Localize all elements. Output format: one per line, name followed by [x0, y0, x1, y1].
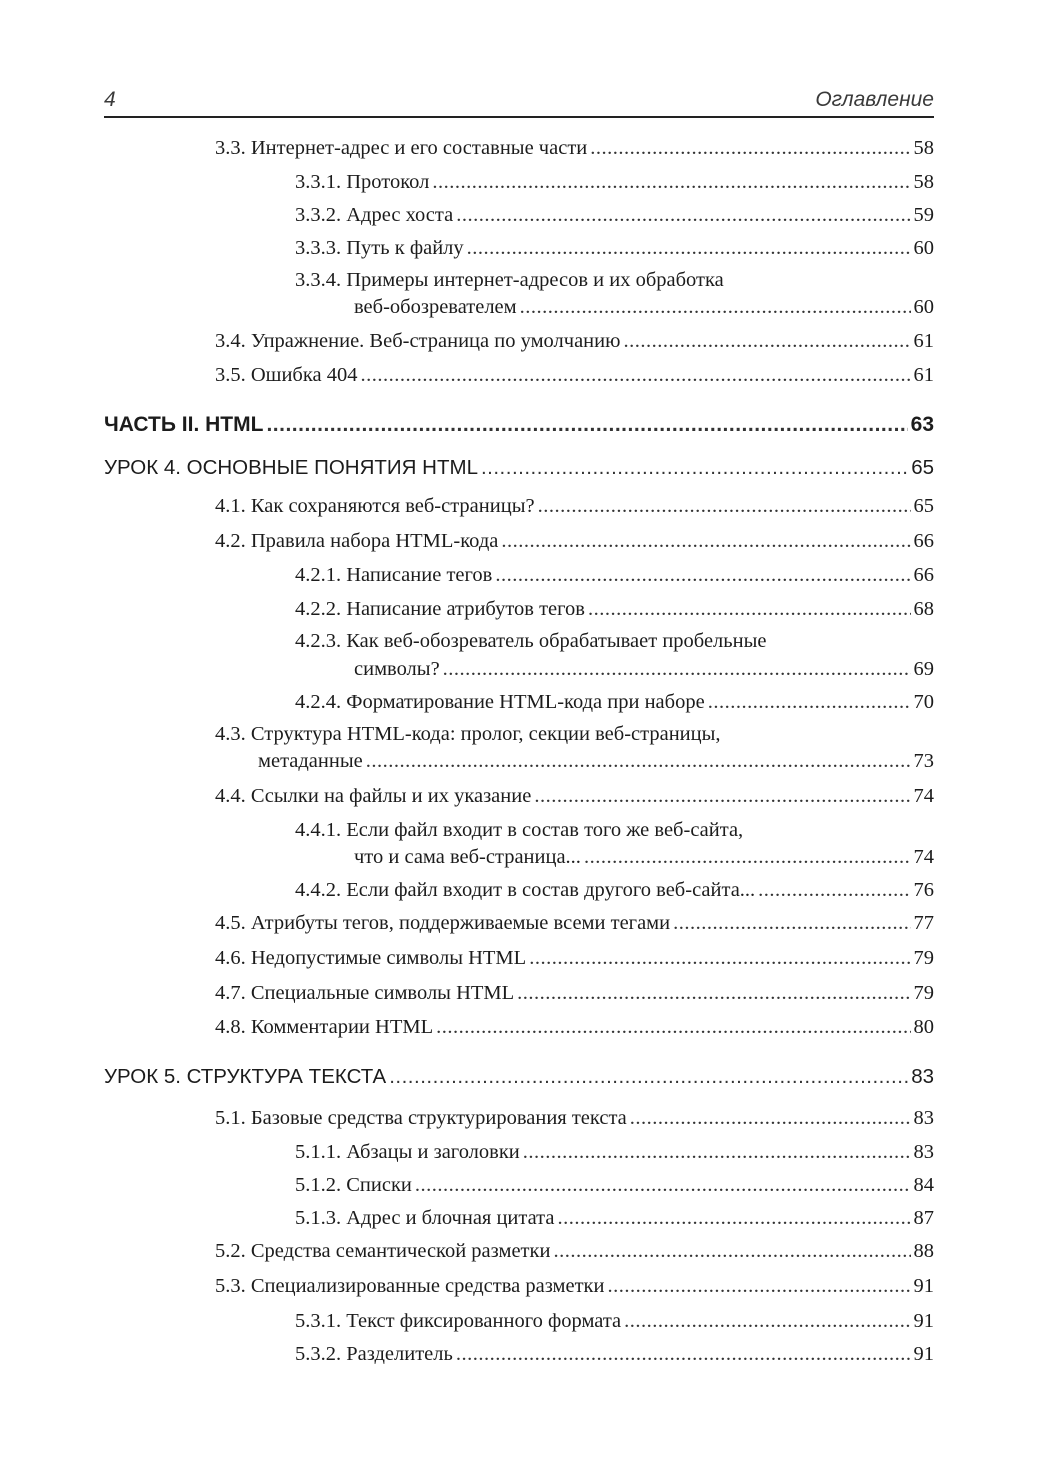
toc-page-number: 80 — [913, 1016, 934, 1038]
dot-leader — [361, 365, 911, 386]
dot-leader — [495, 565, 910, 586]
toc-entry-title: 5.1.3. Адрес и блочная цитата — [295, 1207, 555, 1229]
toc-entry-4-4-1-first-line[interactable]: 4.4.1. Если файл входит в состав того же веб-сайта, — [295, 819, 744, 841]
toc-page-number: 77 — [913, 912, 934, 934]
toc-entry-title: 3.5. Ошибка 404 — [215, 364, 358, 386]
dot-leader — [553, 1241, 910, 1262]
toc-page-number: 73 — [913, 750, 934, 772]
dot-leader — [517, 983, 910, 1004]
toc-page-number: 74 — [913, 846, 934, 868]
toc-entry-4-2-3[interactable] — [354, 659, 934, 680]
toc-entry-title: 3.4. Упражнение. Веб-страница по умолчанию — [215, 330, 621, 352]
toc-entry-3-5[interactable] — [215, 365, 934, 386]
toc-entry-title: 4.7. Специальные символы HTML — [215, 982, 515, 1004]
toc-page-number: 61 — [913, 364, 934, 386]
toc-entry-title: 4.8. Комментарии HTML — [215, 1016, 434, 1038]
page-header — [104, 86, 934, 118]
toc-page-number: 61 — [913, 330, 934, 352]
toc-entry-4-5[interactable] — [215, 913, 934, 934]
toc-entry-title: УРОК 5. СТРУКТУРА ТЕКСТА — [104, 1065, 387, 1088]
dot-leader — [436, 1017, 910, 1038]
toc-page-number: 65 — [911, 456, 934, 479]
toc-entry-title: что и сама веб-страница... — [354, 846, 581, 868]
toc-entry-title: 5.1.1. Абзацы и заголовки — [295, 1141, 520, 1163]
toc-entry-part-2[interactable] — [104, 414, 934, 435]
toc-page-number: 59 — [913, 204, 934, 226]
dot-leader — [534, 786, 910, 807]
toc-entry-4-3-first-line[interactable]: 4.3. Структура HTML-кода: пролог, секции веб-страницы, — [215, 723, 721, 745]
dot-leader — [432, 172, 910, 193]
toc-page-number: 66 — [913, 530, 934, 552]
toc-entry-5-1[interactable] — [215, 1108, 934, 1129]
toc-entry-4-2[interactable] — [215, 531, 934, 552]
toc-page-number: 68 — [913, 598, 934, 620]
toc-page-number: 66 — [913, 564, 934, 586]
dot-leader — [467, 238, 911, 259]
toc-entry-3-4[interactable] — [215, 331, 934, 352]
toc-page-number: 84 — [913, 1174, 934, 1196]
toc-page-number: 58 — [913, 171, 934, 193]
toc-entry-title: 4.2.2. Написание атрибутов тегов — [295, 598, 585, 620]
dot-leader — [708, 692, 911, 713]
dot-leader — [456, 205, 910, 226]
toc-entry-5-1-1[interactable] — [295, 1142, 934, 1163]
toc-entry-title: УРОК 4. ОСНОВНЫЕ ПОНЯТИЯ HTML — [104, 456, 478, 479]
toc-entry-title: 3.3.3. Путь к файлу — [295, 237, 464, 259]
toc-entry-3-3-4-first-line[interactable]: 3.3.4. Примеры интернет-адресов и их обработка — [295, 269, 724, 291]
toc-entry-title: 4.4. Ссылки на файлы и их указание — [215, 785, 532, 807]
toc-entry-title: символы? — [354, 658, 440, 680]
dot-leader — [558, 1208, 911, 1229]
toc-entry-lesson-4[interactable] — [104, 458, 934, 479]
toc-page-number: 79 — [913, 982, 934, 1004]
dot-leader — [607, 1276, 910, 1297]
toc-entry-title: 4.6. Недопустимые символы HTML — [215, 947, 527, 969]
dot-leader — [630, 1108, 911, 1129]
page-number: 4 — [104, 88, 116, 111]
dot-leader — [389, 1067, 908, 1088]
toc-entry-title: 4.2. Правила набора HTML-кода — [215, 530, 499, 552]
dot-leader — [456, 1344, 911, 1365]
toc-page-number: 63 — [910, 413, 934, 436]
toc-entry-5-1-3[interactable] — [295, 1208, 934, 1229]
toc-entry-title: метаданные — [258, 750, 363, 772]
toc-entry-title: 5.3. Специализированные средства разметки — [215, 1275, 605, 1297]
toc-entry-4-1[interactable] — [215, 496, 934, 517]
dot-leader — [523, 1142, 911, 1163]
toc-page-number: 87 — [913, 1207, 934, 1229]
toc-entry-4-3[interactable] — [258, 751, 934, 772]
toc-entry-title: 5.2. Средства семантической разметки — [215, 1240, 551, 1262]
toc-page-number: 88 — [913, 1240, 934, 1262]
dot-leader — [366, 751, 911, 772]
toc-page-number: 91 — [913, 1310, 934, 1332]
toc-entry-3-3-3[interactable] — [295, 238, 934, 259]
toc-entry-title: 5.1.2. Списки — [295, 1174, 412, 1196]
toc-entry-lesson-5[interactable] — [104, 1067, 934, 1088]
dot-leader — [501, 531, 910, 552]
toc-entry-4-2-3-first-line[interactable]: 4.2.3. Как веб-обозреватель обрабатывает пробельные — [295, 630, 767, 652]
running-title: Оглавление — [815, 88, 934, 111]
dot-leader — [415, 1175, 911, 1196]
dot-leader — [538, 496, 911, 517]
toc-page-number: 76 — [913, 879, 934, 901]
toc-entry-4-2-2[interactable] — [295, 599, 934, 620]
dot-leader — [624, 1311, 910, 1332]
toc-entry-4-8[interactable] — [215, 1017, 934, 1038]
toc-entry-title: 5.3.2. Разделитель — [295, 1343, 453, 1365]
toc-entry-4-6[interactable] — [215, 948, 934, 969]
toc-entry-title: 5.1. Базовые средства структурирования текста — [215, 1107, 627, 1129]
toc-entry-title: 4.1. Как сохраняются веб-страницы? — [215, 495, 535, 517]
toc-entry-4-4-1[interactable] — [354, 847, 934, 868]
toc-page-number: 91 — [913, 1275, 934, 1297]
toc-page-number: 74 — [913, 785, 934, 807]
dot-leader — [623, 331, 910, 352]
dot-leader — [758, 880, 910, 901]
toc-page-number: 60 — [913, 296, 934, 318]
toc-entry-title: 3.3. Интернет-адрес и его составные части — [215, 137, 588, 159]
toc-entry-4-2-4[interactable] — [295, 692, 934, 713]
toc-entry-title: 4.4.2. Если файл входит в состав другого веб-сайта... — [295, 879, 756, 901]
toc-page-number: 83 — [913, 1141, 934, 1163]
toc-entry-title: ЧАСТЬ II. HTML — [104, 413, 264, 436]
toc-entry-5-3-2[interactable] — [295, 1344, 934, 1365]
dot-leader — [584, 847, 911, 868]
toc-page-number: 65 — [913, 495, 934, 517]
dot-leader — [529, 948, 910, 969]
toc-entry-3-3-4[interactable] — [354, 297, 934, 318]
toc-entry-4-7[interactable] — [215, 983, 934, 1004]
dot-leader — [673, 913, 910, 934]
toc-entry-title: 5.3.1. Текст фиксированного формата — [295, 1310, 622, 1332]
dot-leader — [266, 414, 907, 435]
toc-entry-4-4[interactable] — [215, 786, 934, 807]
toc-page-number: 58 — [913, 137, 934, 159]
toc-entry-5-3-1[interactable] — [295, 1311, 934, 1332]
toc-entry-4-4-2[interactable] — [295, 880, 934, 901]
toc-entry-5-1-2[interactable] — [295, 1175, 934, 1196]
dot-leader — [590, 138, 910, 159]
toc-entry-5-2[interactable] — [215, 1241, 934, 1262]
toc-page-number: 69 — [913, 658, 934, 680]
toc-page-number: 70 — [913, 691, 934, 713]
toc-page-number: 91 — [913, 1343, 934, 1365]
toc-page-number: 83 — [911, 1065, 934, 1088]
dot-leader — [443, 659, 911, 680]
toc-page-number: 60 — [913, 237, 934, 259]
toc-entry-title: 3.3.2. Адрес хоста — [295, 204, 454, 226]
toc-entry-3-3-2[interactable] — [295, 205, 934, 226]
toc-entry-title: 4.2.4. Форматирование HTML-кода при наборе — [295, 691, 705, 713]
dot-leader — [588, 599, 911, 620]
dot-leader — [520, 297, 911, 318]
toc-entry-3-3-1[interactable] — [295, 172, 934, 193]
toc-entry-title: 4.5. Атрибуты тегов, поддерживаемые всеми тегами — [215, 912, 671, 934]
toc-entry-5-3[interactable] — [215, 1276, 934, 1297]
toc-page-number: 83 — [913, 1107, 934, 1129]
toc-entry-title: 4.2.1. Написание тегов — [295, 564, 493, 586]
toc-entry-4-2-1[interactable] — [295, 565, 934, 586]
toc-entry-title: веб-обозревателем — [354, 296, 517, 318]
dot-leader — [481, 458, 908, 479]
toc-page-number: 79 — [913, 947, 934, 969]
toc-entry-title: 3.3.1. Протокол — [295, 171, 430, 193]
toc-entry-3-3[interactable] — [215, 138, 934, 159]
